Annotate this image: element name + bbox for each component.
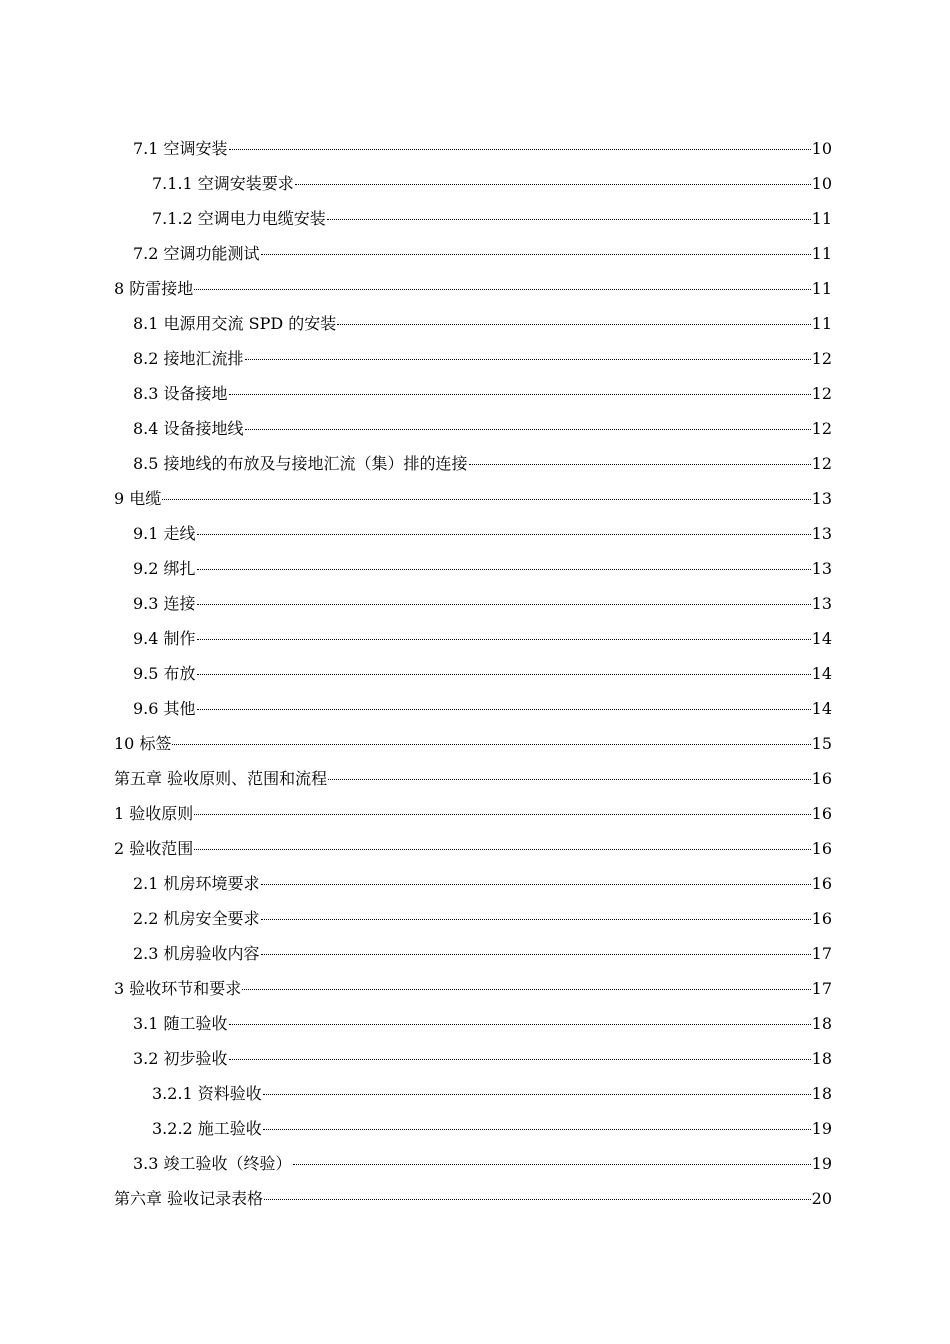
toc-entry[interactable] — [114, 343, 832, 378]
toc-leader-dots — [197, 639, 811, 640]
toc-entry[interactable] — [114, 693, 832, 728]
toc-leader-dots — [197, 569, 811, 570]
toc-entry-page: 15 — [811, 734, 832, 753]
toc-entry-page: 13 — [811, 594, 832, 613]
toc-entry[interactable] — [114, 133, 832, 168]
toc-entry-page: 17 — [811, 944, 832, 963]
toc-entry-page: 18 — [811, 1049, 832, 1068]
toc-leader-dots — [197, 709, 811, 710]
toc-entry-label: 8 防雷接地 — [114, 279, 194, 298]
toc-leader-dots — [328, 779, 811, 780]
toc-entry-page: 16 — [811, 769, 832, 788]
toc-entry-page: 16 — [811, 839, 832, 858]
toc-entry-page: 20 — [811, 1189, 832, 1208]
toc-entry-label: 9.2 绑扎 — [133, 559, 196, 578]
toc-entry-label: 2.2 机房安全要求 — [133, 909, 260, 928]
toc-leader-dots — [295, 184, 811, 185]
toc-leader-dots — [337, 324, 810, 325]
toc-entry-label: 2.1 机房环境要求 — [133, 874, 260, 893]
toc-leader-dots — [197, 534, 811, 535]
toc-entry-label: 2 验收范围 — [114, 839, 194, 858]
toc-entry[interactable] — [114, 658, 832, 693]
toc-leader-dots — [162, 499, 810, 500]
toc-leader-dots — [263, 1129, 811, 1130]
toc-entry-label: 8.3 设备接地 — [133, 384, 228, 403]
toc-entry-label: 3.2.2 施工验收 — [152, 1119, 262, 1138]
toc-entry-page: 14 — [811, 629, 832, 648]
toc-leader-dots — [263, 1094, 811, 1095]
toc-entry[interactable] — [114, 413, 832, 448]
toc-entry[interactable] — [114, 1043, 832, 1078]
toc-entry-page: 14 — [811, 664, 832, 683]
toc-entry[interactable] — [114, 938, 832, 973]
toc-entry-label: 7.2 空调功能测试 — [133, 244, 260, 263]
toc-entry-label: 3.2 初步验收 — [133, 1049, 228, 1068]
toc-entry-label: 3.3 竣工验收（终验） — [133, 1154, 292, 1173]
toc-entry[interactable] — [114, 1113, 832, 1148]
toc-entry-label: 3.1 随工验收 — [133, 1014, 228, 1033]
toc-entry-label: 8.2 接地汇流排 — [133, 349, 244, 368]
toc-leader-dots — [229, 394, 811, 395]
toc-entry[interactable] — [114, 728, 832, 763]
toc-leader-dots — [327, 219, 811, 220]
toc-entry-page: 11 — [811, 209, 832, 228]
toc-leader-dots — [293, 1164, 811, 1165]
toc-entry-page: 19 — [811, 1154, 832, 1173]
toc-entry[interactable] — [114, 1008, 832, 1043]
toc-entry-page: 16 — [811, 804, 832, 823]
toc-entry[interactable] — [114, 203, 832, 238]
toc-entry-page: 11 — [811, 314, 832, 333]
toc-entry-page: 10 — [811, 139, 832, 158]
toc-entry-page: 12 — [811, 349, 832, 368]
toc-entry-page: 18 — [811, 1084, 832, 1103]
toc-entry-page: 10 — [811, 174, 832, 193]
toc-entry-label: 9.4 制作 — [133, 629, 196, 648]
toc-leader-dots — [469, 464, 811, 465]
toc-entry[interactable] — [114, 553, 832, 588]
toc-entry-label: 7.1.1 空调安装要求 — [152, 174, 294, 193]
toc-leader-dots — [197, 674, 811, 675]
toc-entry[interactable] — [114, 798, 832, 833]
toc-entry-page: 16 — [811, 909, 832, 928]
table-of-contents — [114, 133, 832, 1218]
toc-entry-label: 10 标签 — [114, 734, 172, 753]
toc-entry-page: 12 — [811, 454, 832, 473]
toc-entry[interactable] — [114, 903, 832, 938]
toc-entry[interactable] — [114, 238, 832, 273]
toc-entry-label: 9.3 连接 — [133, 594, 196, 613]
toc-leader-dots — [194, 814, 810, 815]
toc-leader-dots — [242, 989, 810, 990]
toc-leader-dots — [172, 744, 810, 745]
toc-entry-label: 8.1 电源用交流 SPD 的安装 — [133, 314, 337, 333]
toc-entry[interactable] — [114, 588, 832, 623]
toc-entry-label: 第六章 验收记录表格 — [114, 1189, 264, 1208]
toc-entry[interactable] — [114, 868, 832, 903]
toc-entry-label: 9.5 布放 — [133, 664, 196, 683]
toc-entry-label: 3 验收环节和要求 — [114, 979, 242, 998]
toc-leader-dots — [229, 1024, 811, 1025]
toc-entry[interactable] — [114, 483, 832, 518]
toc-entry-page: 14 — [811, 699, 832, 718]
toc-leader-dots — [229, 149, 811, 150]
toc-entry-page: 13 — [811, 489, 832, 508]
toc-leader-dots — [245, 429, 811, 430]
toc-entry-page: 16 — [811, 874, 832, 893]
toc-entry-page: 13 — [811, 559, 832, 578]
toc-entry[interactable] — [114, 1078, 832, 1113]
toc-leader-dots — [194, 289, 810, 290]
toc-entry-page: 12 — [811, 384, 832, 403]
toc-leader-dots — [261, 919, 811, 920]
toc-leader-dots — [261, 954, 811, 955]
toc-entry-label: 7.1.2 空调电力电缆安装 — [152, 209, 326, 228]
toc-entry-page: 12 — [811, 419, 832, 438]
toc-entry-label: 9.6 其他 — [133, 699, 196, 718]
toc-entry-page: 11 — [811, 244, 832, 263]
toc-entry[interactable] — [114, 518, 832, 553]
toc-leader-dots — [264, 1199, 811, 1200]
toc-entry-page: 11 — [811, 279, 832, 298]
toc-leader-dots — [261, 254, 811, 255]
toc-entry[interactable] — [114, 623, 832, 658]
toc-leader-dots — [261, 884, 811, 885]
toc-entry-label: 2.3 机房验收内容 — [133, 944, 260, 963]
toc-entry-page: 19 — [811, 1119, 832, 1138]
toc-entry-label: 9.1 走线 — [133, 524, 196, 543]
toc-entry[interactable] — [114, 168, 832, 203]
toc-entry-label: 8.4 设备接地线 — [133, 419, 244, 438]
toc-entry[interactable] — [114, 1148, 832, 1183]
toc-entry[interactable] — [114, 273, 832, 308]
toc-entry-page: 17 — [811, 979, 832, 998]
toc-entry[interactable] — [114, 763, 832, 798]
toc-entry[interactable] — [114, 448, 832, 483]
toc-entry[interactable] — [114, 833, 832, 868]
toc-leader-dots — [245, 359, 811, 360]
toc-entry-label: 9 电缆 — [114, 489, 162, 508]
toc-leader-dots — [197, 604, 811, 605]
toc-leader-dots — [194, 849, 810, 850]
toc-entry-label: 8.5 接地线的布放及与接地汇流（集）排的连接 — [133, 454, 468, 473]
toc-entry-label: 7.1 空调安装 — [133, 139, 228, 158]
toc-entry[interactable] — [114, 378, 832, 413]
toc-entry-label: 1 验收原则 — [114, 804, 194, 823]
toc-entry-label: 第五章 验收原则、范围和流程 — [114, 769, 328, 788]
toc-entry-label: 3.2.1 资料验收 — [152, 1084, 262, 1103]
toc-entry-page: 18 — [811, 1014, 832, 1033]
toc-entry[interactable] — [114, 308, 832, 343]
toc-leader-dots — [229, 1059, 811, 1060]
toc-entry[interactable] — [114, 973, 832, 1008]
toc-entry-page: 13 — [811, 524, 832, 543]
toc-entry[interactable] — [114, 1183, 832, 1218]
